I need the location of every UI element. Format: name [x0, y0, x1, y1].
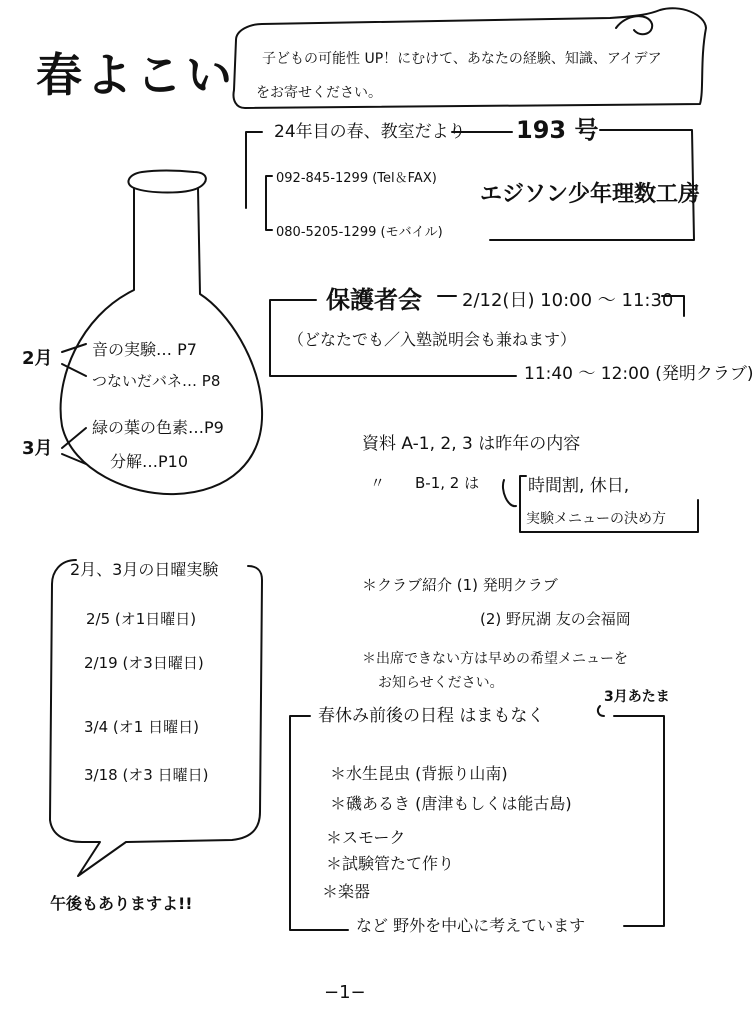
sunday-date-2: 2/19 (オ3日曜日)	[84, 654, 204, 672]
mar-item-1: 緑の葉の色素…P9	[92, 418, 224, 437]
materials-line2-prefix: 〃 B-1, 2 は	[370, 474, 480, 492]
spring-item-4: ＊試験管たて作り	[326, 854, 455, 873]
spring-item-2: ＊磯あるき (唐津もしくは能古島)	[330, 794, 572, 813]
issue-number: 193 号	[516, 116, 599, 144]
feb-item-1: 音の実験… P7	[92, 340, 197, 359]
phone-number: 092-845-1299 (Tel＆FAX)	[276, 171, 437, 186]
club-intro-line2: (2) 野尻湖 友の会福岡	[480, 610, 631, 628]
sunday-date-1: 2/5 (オ1日曜日)	[86, 610, 197, 628]
mar-label: 3月	[22, 438, 53, 459]
school-name: エジソン少年理数工房	[480, 182, 701, 207]
club-intro-line1: ＊クラブ紹介 (1) 発明クラブ	[362, 576, 558, 594]
sunday-title: 2月、3月の日曜実験	[70, 560, 219, 579]
spring-item-5: ＊楽器	[322, 882, 371, 901]
materials-line1: 資料 A-1, 2, 3 は昨年の内容	[362, 434, 581, 454]
absence-note-line1: ＊出席できない方は早めの希望メニューを	[362, 651, 628, 667]
page-number: −1−	[324, 982, 366, 1003]
materials-line3-box: 実験メニューの決め方	[526, 511, 666, 527]
page-title: 春よこい	[36, 48, 236, 102]
intro-text-line1: 子どもの可能性 UP！にむけて、あなたの経験、知識、アイデア	[262, 51, 662, 67]
meeting-time-2: 11:40 〜 12:00 (発明クラブ)	[524, 364, 753, 384]
intro-text-line2: をお寄せください。	[256, 85, 382, 101]
flask-outline	[61, 171, 263, 495]
meeting-time-1: 2/12(日) 10:00 〜 11:30	[462, 290, 674, 311]
sunday-date-3: 3/4 (オ1 日曜日)	[84, 718, 199, 736]
spring-footer: など 野外を中心に考えています	[356, 916, 586, 935]
spring-title: 春休み前後の日程 はまもなく	[318, 706, 545, 726]
sunday-date-4: 3/18 (オ3 日曜日)	[84, 766, 209, 784]
mobile-number: 080-5205-1299 (モバイル)	[276, 225, 443, 240]
afternoon-note: 午後もありますよ!!	[50, 894, 193, 913]
materials-line2-box: 時間割, 休日,	[528, 476, 630, 496]
mar-item-2: 分解…P10	[110, 452, 189, 471]
spring-item-1: ＊水生昆虫 (背振り山南)	[330, 764, 508, 783]
meeting-note: （どなたでも／入塾説明会も兼ねます）	[288, 330, 577, 349]
meeting-title: 保護者会	[326, 286, 422, 314]
spring-aside: 3月あたま	[604, 689, 670, 705]
feb-item-2: つないだバネ… P8	[92, 372, 221, 390]
newsletter-heading: 24年目の春、教室だより	[274, 122, 466, 142]
feb-label: 2月	[22, 348, 53, 369]
spring-item-3: ＊スモーク	[326, 828, 406, 847]
absence-note-line2: お知らせください。	[378, 675, 504, 691]
